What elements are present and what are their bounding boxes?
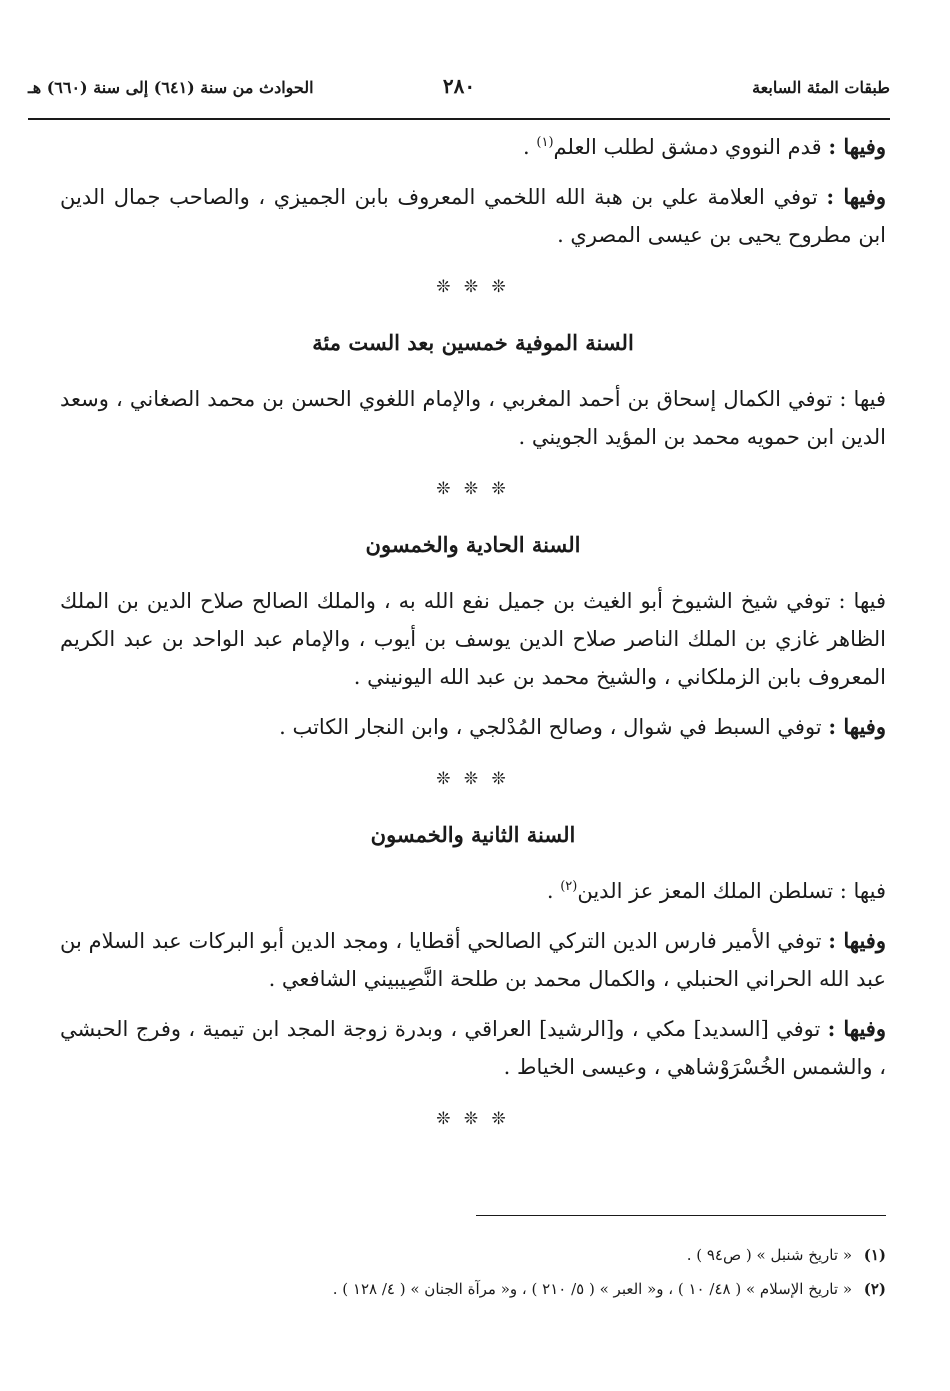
paragraph-text: توفي [السديد] مكي ، و[الرشيد] العراقي ، وبدرة زوجة المجد ابن تيمية ، وفرج الحبشي ، والشمس الخُسْرَوْشاهي ، وعيسى الخياط . (60, 1017, 886, 1079)
paragraph-text: فيها : توفي الكمال إسحاق بن أحمد المغربي ، والإمام اللغوي الحسن بن محمد الصغاني ، وسعد الدين ابن حمويه محمد بن المؤيد الجويني . (60, 387, 886, 449)
page-number: ٢٨٠ (442, 74, 476, 98)
paragraph-lead: وفيها : (826, 184, 886, 209)
section-heading: السنة الثانية والخمسون (370, 822, 576, 847)
paragraph-tail: . (523, 135, 537, 159)
paragraph-text: توفي الأمير فارس الدين التركي الصالحي أقطايا ، ومجد الدين أبو البركات عبد السلام بن عبد الله الحراني الحنبلي ، والكمال محمد بن طلحة النَّصِيبيني الشافعي . (60, 929, 886, 991)
section-separator: ❊ ❊ ❊ (436, 769, 510, 789)
section-separator: ❊ ❊ ❊ (436, 277, 510, 297)
paragraph (60, 178, 886, 254)
paragraph (60, 582, 886, 696)
footnote (60, 1272, 886, 1306)
paragraph (60, 708, 886, 746)
paragraph-lead: وفيها : (828, 134, 886, 159)
footnote-ref: (٢) (560, 879, 578, 894)
paragraph-lead: وفيها : (828, 928, 886, 953)
footnote-number: (١) (863, 1246, 886, 1264)
paragraph-text: توفي السبط في شوال ، وصالح المُدْلجي ، وابن النجار الكاتب . (279, 715, 829, 739)
footnote (60, 1238, 886, 1272)
footnote-text: « تاريخ شنبل » ( ص٩٤ ) . (686, 1246, 852, 1264)
header-book-title: طبقات المئة السابعة (752, 78, 890, 97)
paragraph-text: فيها : تسلطن الملك المعز عز الدين (577, 879, 886, 903)
paragraph-text: فيها : توفي شيخ الشيوخ أبو الغيث بن جميل نفع الله به ، والملك الصالح صلاح الدين بن الملك الظاهر غازي بن الملك الناصر صلاح الدين يوسف بن أيوب ، والإمام عبد الواحد بن عبد الكريم المعروف بابن الزملكاني ، والشيخ محمد بن عبد الله اليونيني . (60, 589, 886, 689)
paragraph (60, 1010, 886, 1086)
section-separator: ❊ ❊ ❊ (436, 1109, 510, 1129)
paragraph-lead: وفيها : (827, 1016, 886, 1041)
paragraph-lead: وفيها : (828, 714, 886, 739)
running-header (28, 74, 890, 108)
section-heading: السنة الحادية والخمسون (365, 532, 581, 557)
header-chapter-title: الحوادث من سنة (٦٤١) إلى سنة (٦٦٠) هـ (28, 78, 314, 97)
paragraph-text: قدم النووي دمشق لطلب العلم (553, 135, 829, 159)
paragraph-text: توفي العلامة علي بن هبة الله اللخمي المعروف بابن الجميزي ، والصاحب جمال الدين ابن مطروح يحيى بن عيسى المصري . (60, 185, 886, 247)
paragraph (60, 872, 886, 910)
header-rule (28, 118, 890, 120)
paragraph (60, 922, 886, 998)
footnote-ref: (١) (536, 135, 554, 150)
section-heading: السنة الموفية خمسين بعد الست مئة (312, 330, 634, 355)
main-text (60, 128, 886, 1156)
footnote-text: « تاريخ الإسلام » ( ٤٨/ ١٠ ) ، و« العبر » ( ٥/ ٢١٠ ) ، و« مرآة الجنان » ( ٤/ ١٢٨ ) . (332, 1280, 852, 1298)
footnote-number: (٢) (863, 1280, 886, 1298)
footnote-rule (476, 1215, 886, 1216)
section-separator: ❊ ❊ ❊ (436, 479, 510, 499)
paragraph (60, 128, 886, 166)
paragraph-tail: . (546, 879, 561, 903)
footnotes (60, 1238, 886, 1306)
paragraph (60, 380, 886, 456)
